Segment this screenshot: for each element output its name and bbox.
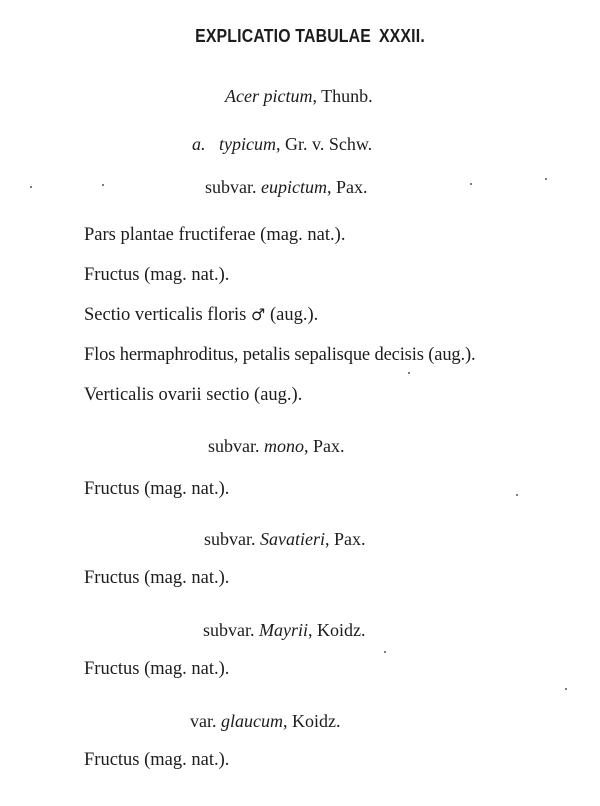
scan-speck <box>565 688 567 690</box>
taxon-name: eupictum <box>261 177 327 197</box>
species-author: , Thunb. <box>312 86 373 106</box>
variety-a-name: typicum <box>219 134 276 154</box>
scan-speck <box>408 372 410 374</box>
subvariety-heading-eupictum <box>205 177 367 198</box>
scan-speck <box>384 651 386 653</box>
item-text <box>84 305 318 326</box>
title-plate-number: XXXII. <box>378 26 425 46</box>
scan-speck <box>470 183 472 185</box>
item-text: Flos hermaphroditus, petalis sepalisque decisis (aug.). <box>84 345 476 365</box>
subvariety-heading-mono <box>208 436 345 457</box>
subvariety-heading-mayrii <box>203 620 366 641</box>
taxon-author: , Koidz. <box>308 620 366 640</box>
male-flower-symbol-icon: ♂︎ <box>250 305 266 324</box>
taxon-author: , Koidz. <box>283 711 341 731</box>
rank-label: subvar. <box>205 177 257 197</box>
item-text: Fructus (mag. nat.). <box>84 479 230 499</box>
item-text: Pars plantae fructiferae (mag. nat.). <box>84 225 346 245</box>
rank-label: subvar. <box>204 529 256 549</box>
item-text-after: (aug.). <box>269 305 319 325</box>
taxon-name: glaucum <box>221 711 283 731</box>
variety-heading-glaucum <box>190 711 341 732</box>
species-heading <box>225 86 373 107</box>
rank-label: subvar. <box>208 436 260 456</box>
rank-label: var. <box>190 711 217 731</box>
scan-speck <box>545 178 547 180</box>
species-name: Acer pictum <box>225 86 313 106</box>
rank-label: subvar. <box>203 620 255 640</box>
subvariety-heading-savatieri <box>204 529 366 550</box>
variety-a-author: , Gr. v. Schw. <box>275 134 373 154</box>
taxon-name: Mayrii <box>259 620 308 640</box>
variety-a-heading <box>192 134 372 155</box>
item-text: Fructus (mag. nat.). <box>84 750 230 770</box>
variety-a-letter: a. <box>192 134 206 154</box>
scan-speck <box>30 186 32 188</box>
taxon-author: , Pax. <box>304 436 345 456</box>
taxon-name: mono <box>264 436 304 456</box>
item-text: Fructus (mag. nat.). <box>84 265 230 285</box>
title-main: EXPLICATIO TABULAE <box>195 26 372 46</box>
taxon-author: , Pax. <box>325 529 366 549</box>
item-text-before: Sectio verticalis floris <box>84 305 247 325</box>
taxon-author: , Pax. <box>326 177 368 197</box>
item-text: Verticalis ovarii sectio (aug.). <box>84 385 303 405</box>
scan-speck <box>516 494 518 496</box>
page-title <box>37 26 583 47</box>
taxon-name: Savatieri <box>260 529 325 549</box>
item-text: Fructus (mag. nat.). <box>84 659 230 679</box>
item-text: Fructus (mag. nat.). <box>84 568 230 588</box>
scan-speck <box>102 184 104 186</box>
